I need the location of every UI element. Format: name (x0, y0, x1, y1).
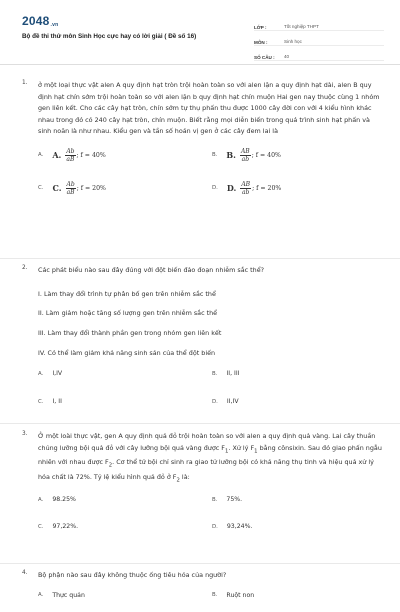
genotype-fraction (66, 181, 76, 196)
subscript: 1 (224, 447, 229, 454)
option-a[interactable] (38, 370, 62, 377)
subscript: 2 (176, 477, 180, 484)
header-divider (0, 64, 400, 65)
question-text: Các phát biểu nào sau đây đúng với đột biến đảo đoạn nhiễm sắc thể? (38, 266, 265, 274)
option-b[interactable] (212, 148, 281, 163)
logo-text: 2048 (22, 14, 50, 28)
option-letter: C. (38, 523, 44, 530)
genotype-fraction (65, 148, 75, 163)
genotype-fraction (240, 148, 251, 163)
text-segment: bằng cônsixin. Sau đó giao phấn ngẫu nhiên với nhau được F (38, 443, 382, 467)
frequency-text: ; f = 40% (76, 151, 106, 159)
option-text: I,IV (52, 370, 63, 378)
option-text: II, III (226, 370, 240, 378)
question-text (38, 431, 382, 487)
genotype-fraction (240, 181, 251, 196)
formula-label: D. (226, 183, 237, 194)
question-1 (22, 80, 382, 211)
question-text: Bộ phận nào sau đây không thuộc ống tiêu hóa của người? (38, 571, 227, 579)
question-number: 4. (22, 570, 28, 576)
fraction-denominator: aB (66, 155, 75, 163)
statement-item: II. Làm giảm hoặc tăng số lượng gen trên nhiễm sắc thể (38, 309, 218, 318)
option-letter: B. (212, 152, 218, 159)
question-count-label: SỐ CÂU : (254, 55, 275, 60)
statement-item: IV. Có thể làm giảm khả năng sinh sản của thể đột biến (38, 348, 216, 357)
option-letter: C. (38, 185, 44, 192)
option-letter: D. (212, 185, 218, 192)
subject-value: Sinh học (284, 39, 302, 44)
option-text: 93,24%. (226, 523, 253, 531)
question-separator (0, 423, 400, 424)
option-letter: B. (212, 496, 218, 503)
fraction-numerator: AB (240, 147, 250, 155)
option-b[interactable] (212, 496, 242, 503)
formula-label: C. (52, 183, 62, 194)
formula-label: B. (226, 150, 236, 161)
question-count-value: 40 (284, 54, 290, 59)
frequency-text: ; f = 20% (76, 184, 106, 192)
subject-row (254, 31, 384, 46)
question-2 (22, 265, 382, 418)
option-a[interactable] (38, 496, 76, 503)
text-segment: . Xử lý F (228, 443, 255, 452)
formula-label: A. (52, 150, 62, 161)
option-d[interactable] (212, 523, 252, 530)
fraction-numerator: Ab (66, 147, 75, 155)
option-letter: C. (38, 398, 44, 405)
answer-options (38, 592, 382, 612)
option-text: Ruột non (226, 591, 255, 599)
question-number: 1. (22, 80, 28, 86)
option-letter: B. (212, 592, 218, 599)
question-number: 3. (22, 431, 28, 437)
option-letter: A. (38, 592, 44, 599)
option-c[interactable] (38, 523, 78, 530)
option-text: 97,22%. (52, 523, 79, 531)
option-letter: D. (212, 523, 218, 530)
subscript: 2 (108, 462, 113, 469)
exam-info-table (254, 16, 384, 61)
option-text: II,IV (226, 398, 239, 406)
option-c[interactable] (38, 181, 106, 196)
option-b[interactable] (212, 592, 254, 599)
question-text: ở một loại thực vật alen A quy định hạt tròn trội hoàn toàn so với alen lặn a quy định hạt dài, alen B quy định hạt chín sớm trội hoàn toàn so với alen lặn b quy định hạt chín muộn Hai gen nay thuộc cùng 1 nhóm gen liên kết. Cho các cây hạt tròn, chín sớm tự thụ phấn thu được 1000 cây đời con với 4 kiểu hình khác nhau trong đó có 240 cây hạt tròn, chín muộn. Biết rằng mọi diễn biến trong quá trình sinh hạt phấn và sinh noãn là như nhau. Kiểu gen và tần số hoán vị gen ở các cây đem lai là (38, 81, 380, 136)
option-d[interactable] (212, 398, 239, 405)
text-segment: là: (179, 473, 190, 482)
statement-list (22, 289, 382, 368)
option-letter: A. (38, 152, 44, 159)
class-label: LỚP : (254, 25, 267, 30)
answer-options (38, 148, 382, 211)
document-title: Bộ đề thi thử môn Sinh Học cực hay có lời giải ( Đề số 16) (22, 33, 197, 40)
option-c[interactable] (38, 398, 62, 405)
option-d[interactable] (212, 181, 281, 196)
option-letter: B. (212, 370, 218, 377)
option-text: I, II (52, 398, 62, 406)
question-count-row (254, 46, 384, 61)
page-header (0, 0, 400, 62)
text-segment: . Cơ thể tứ bội chỉ sinh ra giao tử lưỡng bội có khả năng thụ tinh và hiệu quả xử lý hóa chất là 72%. Tỷ lệ kiểu hình quả đỏ ở F (38, 458, 374, 482)
option-text: 75%. (226, 496, 243, 504)
fraction-numerator: Ab (66, 180, 75, 188)
option-text: Thực quản (52, 591, 85, 599)
question-separator (0, 563, 400, 564)
site-logo[interactable] (22, 14, 58, 28)
option-a[interactable] (38, 592, 85, 599)
answer-options (38, 496, 382, 543)
question-4 (22, 570, 382, 612)
answer-options (38, 370, 382, 418)
statement-item: I. Làm thay đổi trình tự phân bố gen trên nhiễm sắc thể (38, 289, 216, 298)
option-letter: A. (38, 496, 44, 503)
frequency-text: ; f = 40% (251, 151, 281, 159)
option-letter: D. (212, 398, 218, 405)
logo-suffix: .vn (50, 22, 59, 28)
question-3 (22, 431, 382, 543)
fraction-denominator: ab (241, 188, 250, 196)
class-value: Tốt nghiệp THPT (284, 24, 319, 29)
subscript: 1 (254, 447, 258, 454)
class-row (254, 16, 384, 31)
fraction-numerator: AB (241, 180, 251, 188)
option-letter: A. (38, 370, 44, 377)
fraction-denominator: aB (66, 188, 75, 196)
statement-item: III. Làm thay đổi thành phần gen trong nhóm gen liên kết (38, 328, 222, 337)
question-number: 2. (22, 265, 28, 271)
option-text: 98.25% (52, 496, 76, 504)
option-b[interactable] (212, 370, 239, 377)
fraction-denominator: ab (241, 155, 250, 163)
frequency-text: ; f = 20% (252, 184, 282, 192)
text-segment: Ở một loài thực vật, gen A quy định quả đỏ trội hoàn toàn so với alen a quy định quả vàng. Lai cây thuần chủng lưỡng bội quả đỏ với cây lưỡng bội quả vàng được F (38, 432, 376, 452)
subject-label: MÔN : (254, 40, 268, 45)
option-a[interactable] (38, 148, 106, 163)
question-separator (0, 258, 400, 259)
